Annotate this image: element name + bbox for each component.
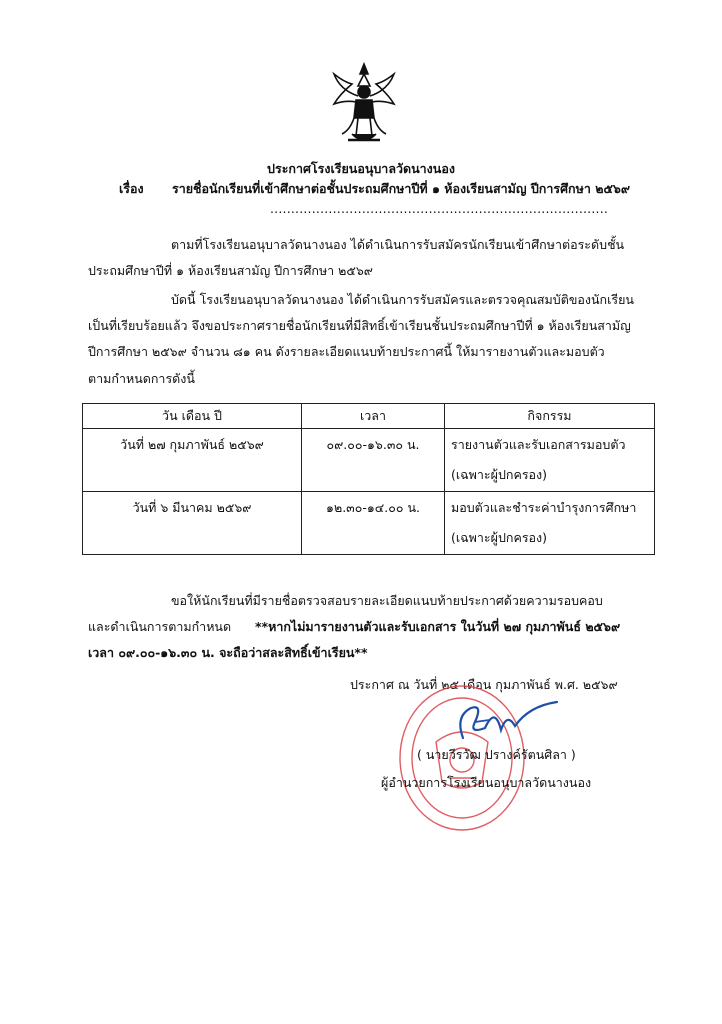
- paragraph-1-line-1: ตามที่โรงเรียนอนุบาลวัดนางนอง ได้ดำเนินการรับสมัครนักเรียนเข้าศึกษาต่อระดับชั้น: [171, 237, 625, 252]
- row-activity: มอบตัวและชำระค่าบำรุงการศึกษา: [451, 500, 637, 515]
- row-activity: รายงานตัวและรับเอกสารมอบตัว: [451, 437, 626, 452]
- row-note: (เฉพาะผู้ปกครอง): [451, 530, 548, 545]
- signer-name: ( นายวีรวัฒ ปรางค์รัตนศิลา ): [417, 747, 576, 762]
- header-date: วัน เดือน ปี: [83, 404, 302, 429]
- signer-position: ผู้อำนวยการโรงเรียนอนุบาลวัดนางนอง: [381, 775, 592, 790]
- closing-line-2-warning: **หากไม่มารายงานตัวและรับเอกสาร ในวันที่ ๒๗ กุมภาพันธ์ ๒๕๖๙: [255, 619, 621, 634]
- row-activity-cell: [445, 429, 655, 492]
- row-activity-cell: [445, 492, 655, 555]
- schedule-table: [82, 403, 655, 555]
- announce-date: ประกาศ ณ วันที่ ๒๕ เดือน กุมภาพันธ์ พ.ศ. ๒๕๖๙: [350, 677, 618, 692]
- header-time: เวลา: [302, 404, 445, 429]
- garuda-emblem-icon: [330, 60, 398, 148]
- subject-label: เรื่อง: [119, 181, 144, 196]
- closing-line-2: และดำเนินการตามกำหนด: [88, 619, 232, 634]
- row-date: วันที่ ๒๗ กุมภาพันธ์ ๒๕๖๙: [83, 429, 302, 492]
- subject-text: รายชื่อนักเรียนที่เข้าศึกษาต่อชั้นประถมศึกษาปีที่ ๑ ห้องเรียนสามัญ ปีการศึกษา ๒๕๖๙: [172, 181, 630, 196]
- paragraph-2-line-3: ปีการศึกษา ๒๕๖๙ จำนวน ๘๑ คน ดังรายละเอียดแนบท้ายประกาศนี้ ให้มารายงานตัวและมอบตัว: [88, 344, 605, 359]
- row-note: (เฉพาะผู้ปกครอง): [451, 467, 548, 482]
- handwritten-signature-icon: [445, 698, 560, 746]
- closing-line-1: ขอให้นักเรียนที่มีรายชื่อตรวจสอบรายละเอียดแนบท้ายประกาศด้วยความรอบคอบ: [171, 593, 603, 608]
- row-date: วันที่ ๖ มีนาคม ๒๕๖๙: [83, 492, 302, 555]
- header-activity: กิจกรรม: [445, 404, 655, 429]
- paragraph-2-line-4: ตามกำหนดการดังนี้: [88, 371, 195, 386]
- paragraph-2-line-2: เป็นที่เรียบร้อยแล้ว จึงขอประกาศรายชื่อนักเรียนที่มีสิทธิ์เข้าเรียนชั้นประถมศึกษาปีที่ ๑ ห้องเรียนสามัญ: [88, 318, 631, 333]
- announcement-title: ประกาศโรงเรียนอนุบาลวัดนางนอง: [267, 161, 455, 176]
- divider-dots: .................................................................................: [270, 201, 609, 216]
- row-time: ๐๙.๐๐-๑๖.๓๐ น.: [302, 429, 445, 492]
- table-row: [83, 492, 655, 555]
- closing-line-3-warning: เวลา ๐๙.๐๐-๑๖.๓๐ น. จะถือว่าสละสิทธิ์เข้าเรียน**: [88, 645, 368, 660]
- table-header-row: [83, 404, 655, 429]
- paragraph-1-line-2: ประถมศึกษาปีที่ ๑ ห้องเรียนสามัญ ปีการศึกษา ๒๕๖๙: [88, 263, 373, 278]
- row-time: ๑๒.๓๐-๑๔.๐๐ น.: [302, 492, 445, 555]
- table-row: [83, 429, 655, 492]
- paragraph-2-line-1: บัดนี้ โรงเรียนอนุบาลวัดนางนอง ได้ดำเนินการรับสมัครและตรวจคุณสมบัติของนักเรียน: [171, 292, 634, 307]
